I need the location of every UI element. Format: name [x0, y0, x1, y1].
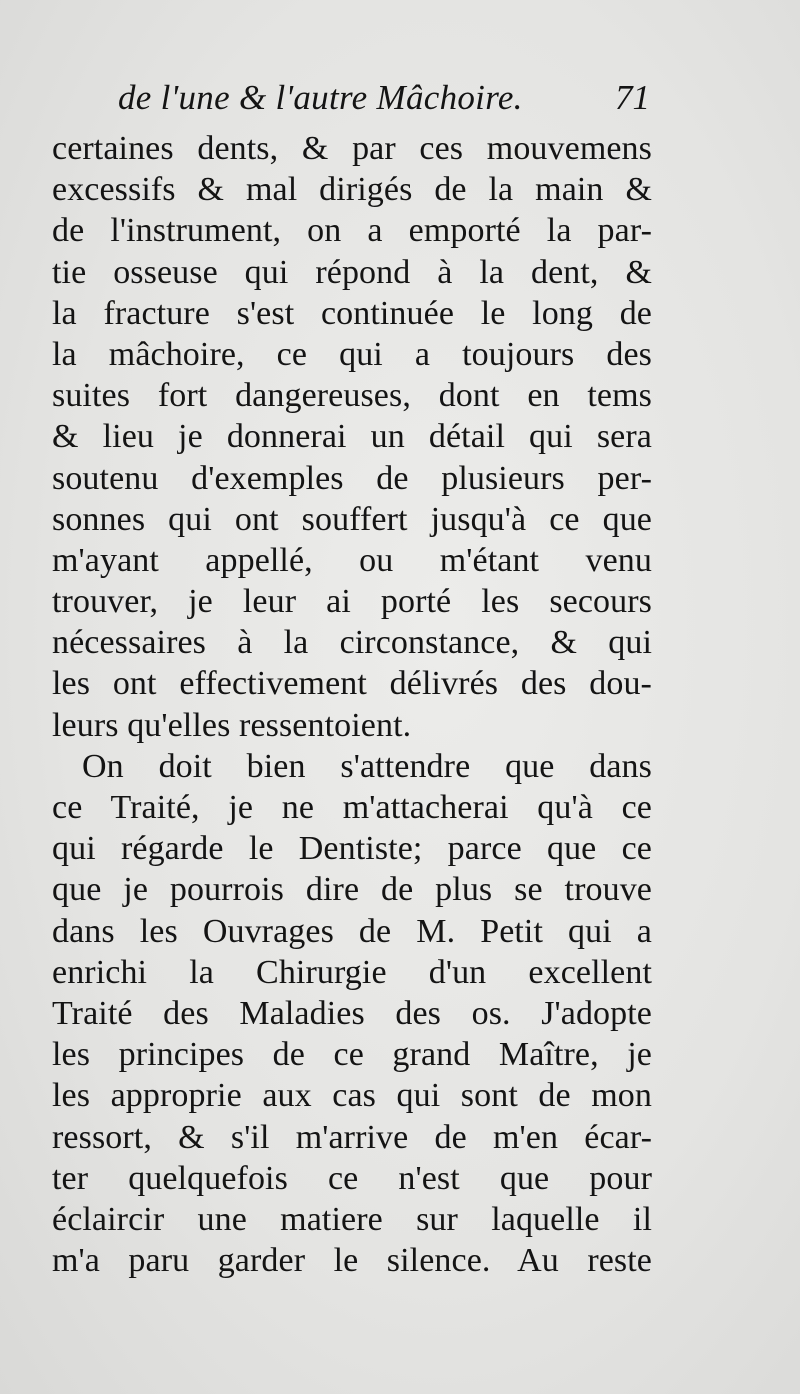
- paragraph-1: [52, 128, 652, 746]
- text-line: de l'instrument, on a emporté la par-: [52, 212, 652, 250]
- text-line: nécessaires à la circonstance, & qui: [52, 624, 652, 662]
- text-line: les ont effectivement délivrés des dou-: [52, 665, 652, 703]
- text-line: les approprie aux cas qui sont de mon: [52, 1077, 652, 1115]
- text-line: la fracture s'est continuée le long de: [52, 294, 652, 332]
- text-line: trouver, je leur ai porté les secours: [52, 583, 652, 621]
- text-line: soutenu d'exemples de plusieurs per-: [52, 459, 652, 497]
- running-title: de l'une & l'autre Mâchoire.: [118, 78, 523, 117]
- text-line: enrichi la Chirurgie d'un excellent: [52, 953, 652, 991]
- text-line: ressort, & s'il m'arrive de m'en écar-: [52, 1118, 652, 1156]
- paragraph-2: [52, 746, 652, 1281]
- text-line: tie osseuse qui répond à la dent, &: [52, 253, 652, 291]
- text-line: certaines dents, & par ces mouvemens: [52, 130, 652, 167]
- page-header: [118, 78, 650, 128]
- text-line: leurs qu'elles ressentoient.: [52, 706, 412, 744]
- text-line: m'ayant appellé, ou m'étant venu: [52, 541, 652, 579]
- text-line: excessifs & mal dirigés de la main &: [52, 171, 652, 209]
- text-line: m'a paru garder le silence. Au reste: [52, 1242, 652, 1280]
- page-number: 71: [615, 78, 650, 117]
- text-line: sonnes qui ont souffert jusqu'à ce que: [52, 500, 652, 538]
- text-line: suites fort dangereuses, dont en tems: [52, 377, 652, 415]
- body-text: [52, 128, 652, 1281]
- text-line: éclaircir une matiere sur laquelle il: [52, 1200, 652, 1238]
- text-line: que je pourrois dire de plus se trouve: [52, 871, 652, 909]
- text-line: ce Traité, je ne m'attacherai qu'à ce: [52, 789, 652, 826]
- text-line: & lieu je donnerai un détail qui sera: [52, 418, 652, 456]
- text-line: les principes de ce grand Maître, je: [52, 1036, 652, 1074]
- text-line: Traité des Maladies des os. J'adopte: [52, 994, 652, 1032]
- text-line: ter quelquefois ce n'est que pour: [52, 1159, 652, 1197]
- text-line: On doit bien s'attendre que dans: [82, 747, 652, 785]
- text-line: dans les Ouvrages de M. Petit qui a: [52, 912, 652, 950]
- text-line: la mâchoire, ce qui a toujours des: [52, 335, 652, 373]
- text-line: qui régarde le Dentiste; parce que ce: [52, 830, 652, 868]
